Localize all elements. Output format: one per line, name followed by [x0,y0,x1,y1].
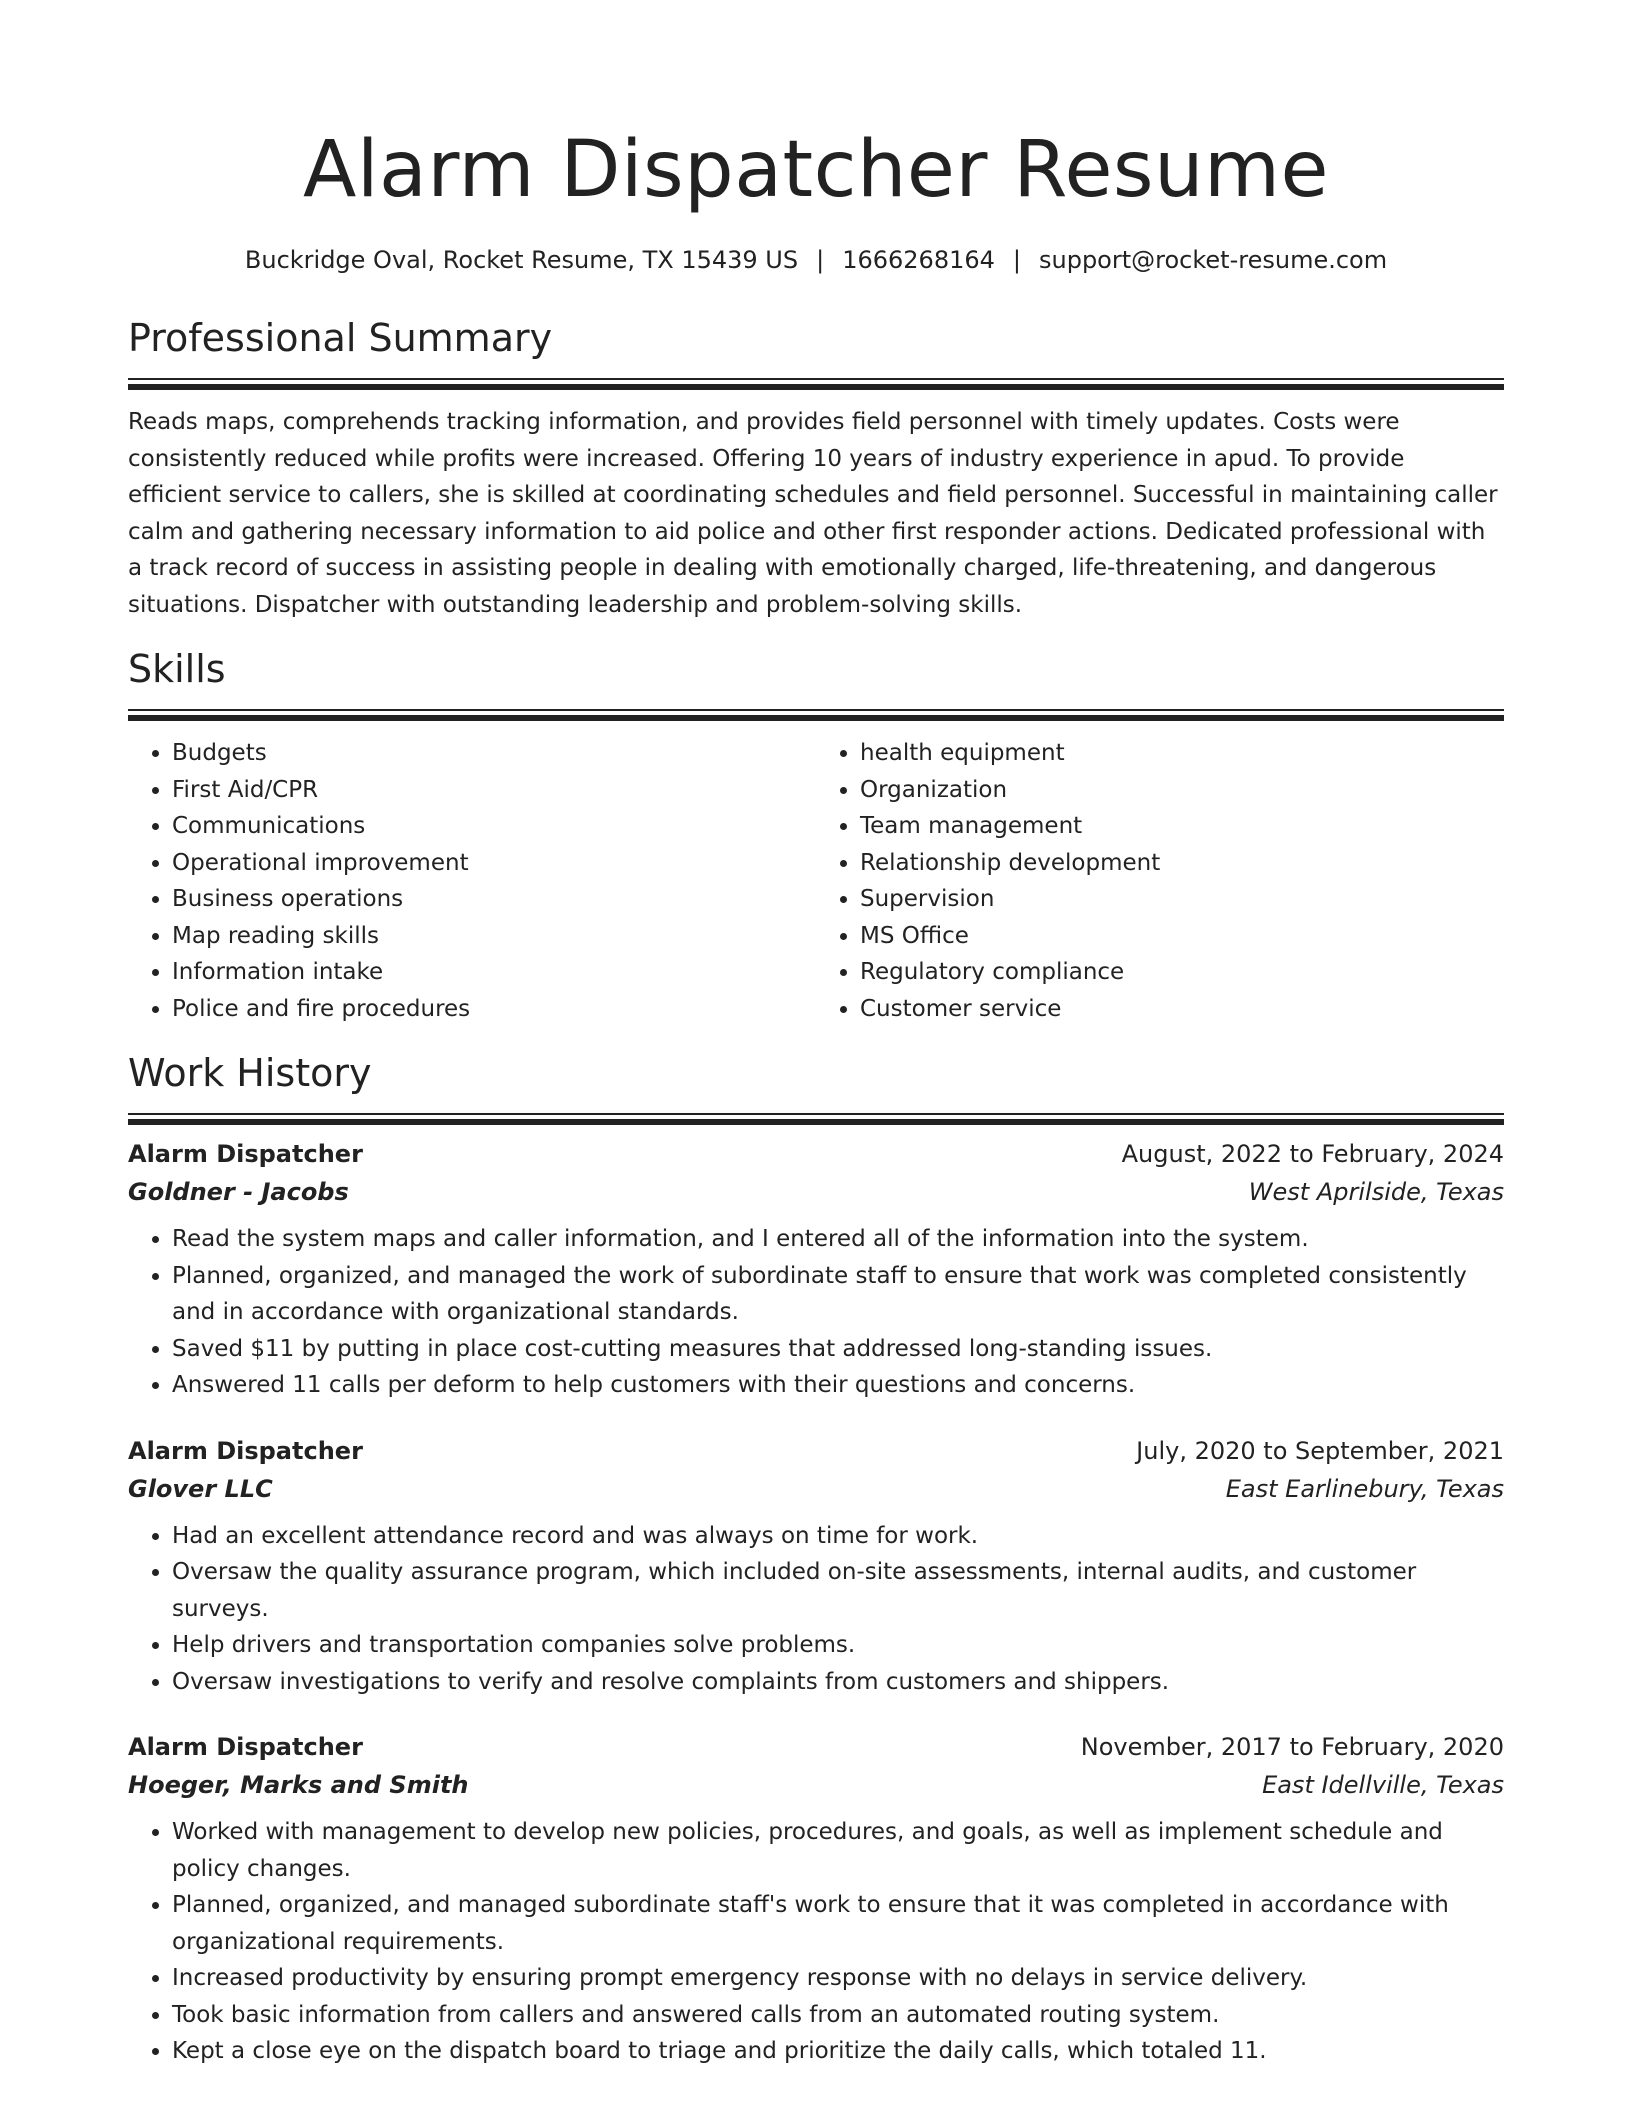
skill-item: • First Aid/CPR [172,772,816,809]
job-bullet: • Planned, organized, and managed the work of subordinate staff to ensure that work was completed consistently and in accordance with organizational standards. [172,1258,1504,1331]
resume-title: Alarm Dispatcher Resume [303,125,1329,215]
job-bullet: • Saved $11 by putting in place cost-cutting measures that addressed long-standing issues. [172,1331,1504,1368]
job-bullets [128,1221,1504,1404]
job-location: West Aprilside, Texas [1248,1178,1504,1206]
summary-section [128,314,1504,623]
job-dates: August, 2022 to February, 2024 [1121,1140,1504,1168]
job-bullet: • Kept a close eye on the dispatch board to triage and prioritize the daily calls, which totaled 11. [172,2033,1504,2070]
contact-separator: | [1012,246,1021,274]
job-company: Goldner - Jacobs [128,1178,349,1206]
job-header-row [128,1432,1504,1470]
skills-section [128,645,1504,1027]
contact-email: support@rocket-resume.com [1039,246,1388,274]
job-bullet: • Help drivers and transportation companies solve problems. [172,1627,1504,1664]
skills-heading: Skills [128,647,226,691]
job-company-row [128,1470,1504,1508]
skill-item: • Relationship development [860,845,1504,882]
job-location: East Earlinebury, Texas [1225,1474,1504,1503]
job-bullets [128,1814,1504,2070]
job-dates: July, 2020 to September, 2021 [1136,1436,1504,1465]
skill-item: • Police and fire procedures [172,991,816,1028]
contact-phone: 1666268164 [842,246,995,274]
contact-address: Buckridge Oval, Rocket Resume, TX 15439 US [244,246,799,274]
job-bullet: • Had an excellent attendance record and was always on time for work. [172,1518,1504,1555]
summary-heading: Professional Summary [128,316,553,360]
job-title: Alarm Dispatcher [128,1733,363,1761]
job-header-row [128,1135,1504,1173]
job-bullet: • Took basic information from callers and answered calls from an automated routing system. [172,1997,1504,2034]
skill-item: • Map reading skills [172,918,816,955]
skills-list-right [816,735,1504,1027]
skills-columns [128,735,1504,1027]
job-company: Hoeger, Marks and Smith [128,1771,469,1799]
job-title: Alarm Dispatcher [128,1140,363,1168]
skills-list-left [128,735,816,1027]
skill-item: • Regulatory compliance [860,954,1504,991]
job-bullet: • Increased productivity by ensuring prompt emergency response with no delays in service delivery. [172,1960,1504,1997]
job-bullet: • Planned, organized, and managed subordinate staff's work to ensure that it was completed in accordance with organizational requirements. [172,1887,1504,1960]
job-header-row [128,1728,1504,1766]
job-bullet: • Answered 11 calls per deform to help customers with their questions and concerns. [172,1367,1504,1404]
skill-item: • health equipment [860,735,1504,772]
job-bullet: • Oversaw investigations to verify and resolve complaints from customers and shippers. [172,1664,1504,1701]
contact-separator: | [816,246,825,274]
section-divider [128,709,1504,721]
job-entry [128,1728,1504,2070]
summary-text: Reads maps, comprehends tracking information, and provides field personnel with timely updates. Costs were consistently reduced while profits were increased. Offering 10 years of industry experience in apud. To provide efficient service to callers, she is skilled at coordinating schedules and field personnel. Successful in maintaining caller calm and gathering necessary information to aid police and other first responder actions. Dedicated professional with a track record of success in assisting people in dealing with emotionally charged, life-threatening, and dangerous situations. Dispatcher with outstanding leadership and problem-solving skills. [128,409,1498,618]
skill-item: • Supervision [860,881,1504,918]
skill-item: • Team management [860,808,1504,845]
job-entry [128,1432,1504,1701]
skill-item: • Budgets [172,735,816,772]
skill-item: • Customer service [860,991,1504,1028]
job-location: East Idellville, Texas [1262,1771,1504,1799]
job-company-row [128,1173,1504,1211]
job-bullet: • Oversaw the quality assurance program, which included on-site assessments, internal audits, and customer surveys. [172,1554,1504,1627]
skill-item: • Information intake [172,954,816,991]
skill-item: • Operational improvement [172,845,816,882]
contact-line [128,244,1504,276]
job-entry [128,1135,1504,1404]
job-company-row [128,1766,1504,1804]
skill-item: • Communications [172,808,816,845]
job-bullets [128,1518,1504,1701]
job-bullet: • Read the system maps and caller information, and I entered all of the information into the system. [172,1221,1504,1258]
job-dates: November, 2017 to February, 2020 [1080,1733,1504,1761]
skill-item: • Organization [860,772,1504,809]
job-company: Glover LLC [128,1474,273,1503]
work-history-heading: Work History [128,1051,372,1095]
section-divider [128,1113,1504,1125]
job-bullet: • Worked with management to develop new policies, procedures, and goals, as well as implement schedule and policy changes. [172,1814,1504,1887]
skill-item: • Business operations [172,881,816,918]
job-title: Alarm Dispatcher [128,1436,363,1465]
skill-item: • MS Office [860,918,1504,955]
work-history-section [128,1049,1504,2070]
section-divider [128,378,1504,390]
